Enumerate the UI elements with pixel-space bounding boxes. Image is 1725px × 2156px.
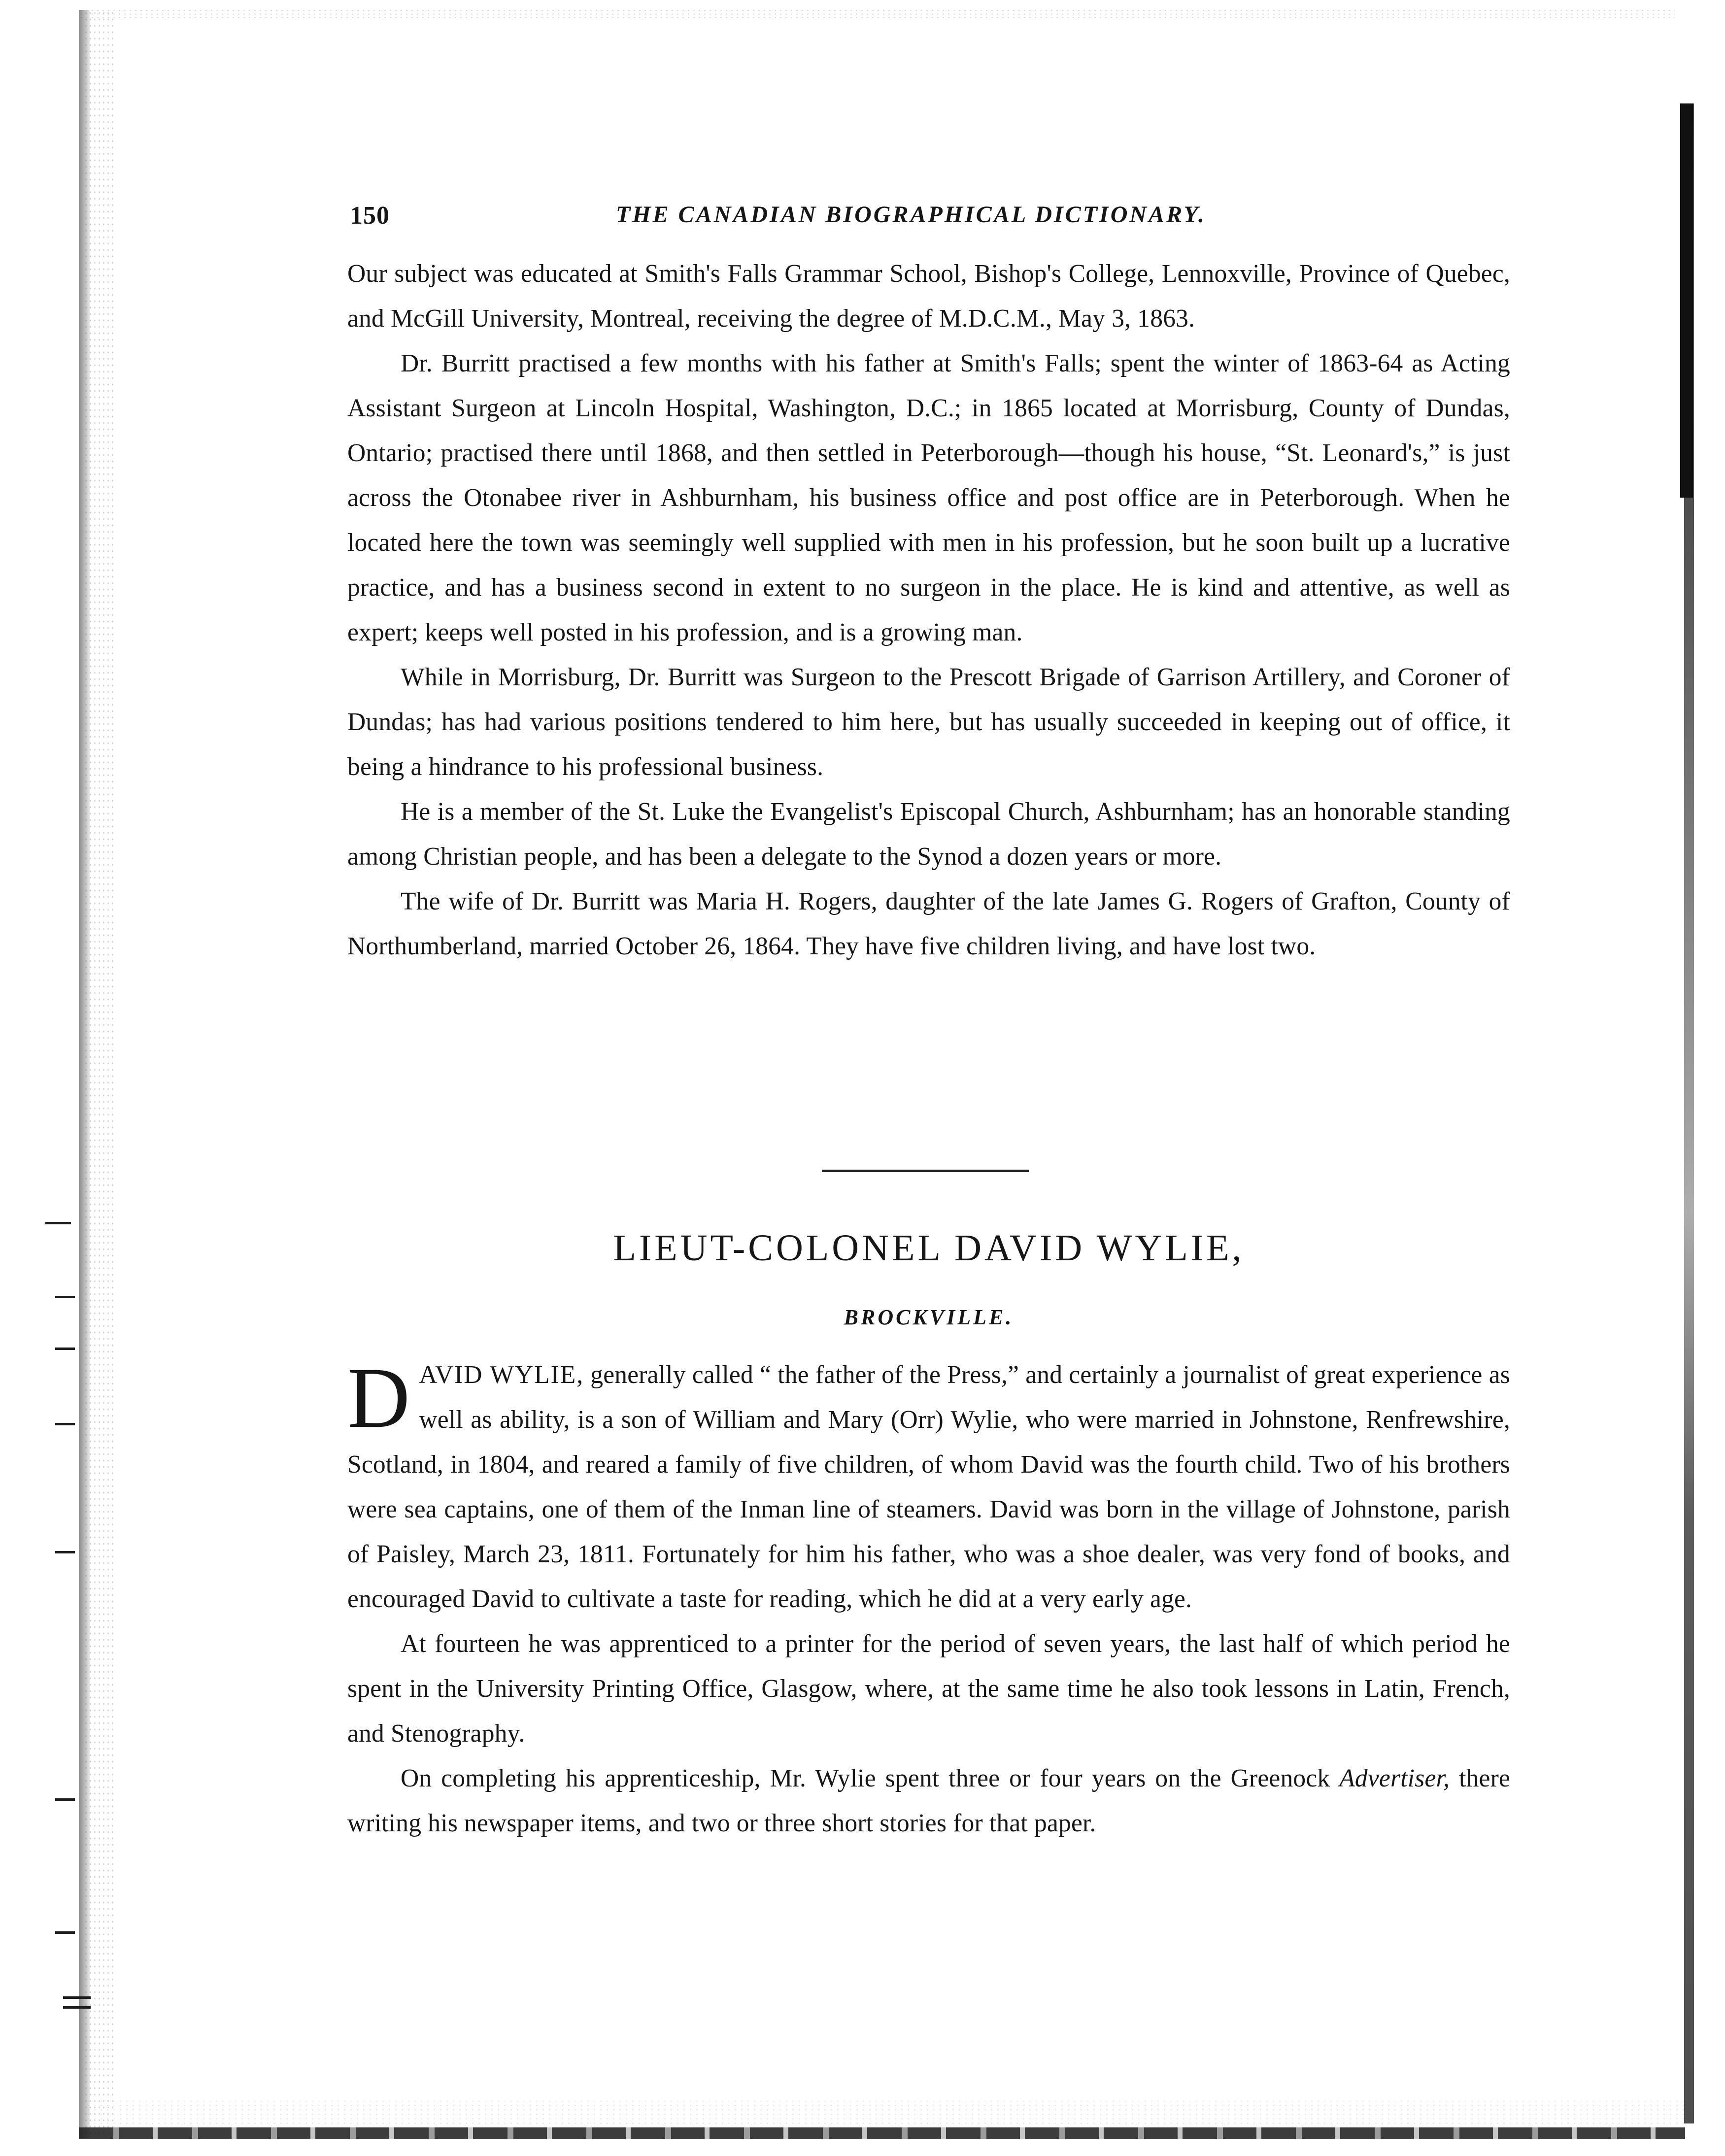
lead-words: AVID WYLIE, [419, 1361, 584, 1389]
scan-edge-right-bar [1680, 103, 1693, 498]
paragraph-text: there writing his newspaper items, and two or three short stories for that paper. [347, 1764, 1511, 1837]
page-number: 150 [350, 202, 390, 230]
scan-edge-bottom-speckle [79, 2099, 1685, 2126]
paragraph [347, 1352, 1510, 1621]
paragraph: Dr. Burritt practised a few months with his father at Smith's Falls; spent the winter of 1863-64 as Acting Assistant Surgeon at Lincoln Hospital, Washington, D.C.; in 1865 located at Morrisburg, County of Dundas, Ontario; practised there until 1868, and then settled in Peterborough—though his house, “St. Leonard's,” is just across the Otonabee river in Ashburnham, his business office and post office are in Peterborough. When he located here the town was seemingly well supplied with men in his profession, but he soon built up a lucrative practice, and has a business second in extent to no surgeon in the place. He is kind and attentive, as well as expert; keeps well posted in his profession, and is a growing man. [347, 349, 1510, 646]
newspaper-title: Advertiser, [1339, 1764, 1450, 1792]
paragraph: At fourteen he was apprenticed to a printer for the period of seven years, the last half of which period he spent in the University Printing Office, Glasgow, where, at the same time he also took lessons in Latin, French, and Stenography. [347, 1630, 1510, 1748]
paragraph: Our subject was educated at Smith's Falls Grammar School, Bishop's College, Lennoxville, Province of Quebec, and McGill University, Montreal, receiving the degree of M.D.C.M., May 3, 1863. [347, 260, 1510, 333]
margin-mark [55, 1348, 75, 1350]
biography-continuation [347, 251, 1510, 969]
wylie-biography [347, 1352, 1510, 1846]
paragraph-text: generally called “ the father of the Press,” and certainly a journalist of great experience as well as ability, is a son of William and Mary (Orr) Wylie, who were married in Johnstone, Renfrewshire, Scotland, in 1804, and reared a family of five children, of whom David was the fourth child. Two of his brothers were sea captains, one of them of the Inman line of steamers. David was born in the village of Johnstone, parish of Paisley, March 23, 1811. Fortunately for him his father, who was a shoe dealer, was very fond of books, and encouraged David to cultivate a taste for reading, which he did at a very early age. [347, 1361, 1510, 1613]
biography-location: BROCKVILLE. [844, 1305, 1014, 1329]
paragraph [347, 1756, 1510, 1846]
margin-mark [45, 1222, 71, 1224]
scan-edge-top [79, 9, 1675, 20]
scan-edge-left-speckle [84, 10, 113, 2138]
margin-mark [55, 1798, 75, 1801]
running-head [350, 197, 1513, 236]
margin-mark [55, 1931, 75, 1934]
paragraph: He is a member of the St. Luke the Evangelist's Episcopal Church, Ashburnham; has an honorable standing among Christian people, and has been a delegate to the Synod a dozen years or more. [347, 798, 1510, 871]
margin-mark [63, 1996, 91, 1999]
scan-edge-bottom [79, 2127, 1685, 2139]
margin-mark [55, 1296, 75, 1298]
paragraph: While in Morrisburg, Dr. Burritt was Surgeon to the Prescott Brigade of Garrison Artillery, and Coroner of Dundas; has had various positions tendered to him here, but has usually succeeded in keeping out of office, it being a hindrance to his professional business. [347, 663, 1510, 781]
margin-mark [63, 2006, 91, 2009]
paragraph-text: On completing his apprenticeship, Mr. Wylie spent three or four years on the Greenock [401, 1764, 1330, 1792]
biography-heading: LIEUT-COLONEL DAVID WYLIE, [613, 1227, 1245, 1269]
section-divider [822, 1170, 1029, 1172]
margin-mark [55, 1551, 75, 1553]
running-title: THE CANADIAN BIOGRAPHICAL DICTIONARY. [616, 202, 1206, 228]
paragraph: The wife of Dr. Burritt was Maria H. Rogers, daughter of the late James G. Rogers of Grafton, County of Northumberland, married October 26, 1864. They have five children living, and have lost two. [347, 887, 1510, 960]
margin-mark [55, 1423, 75, 1425]
drop-cap: D [347, 1350, 410, 1446]
